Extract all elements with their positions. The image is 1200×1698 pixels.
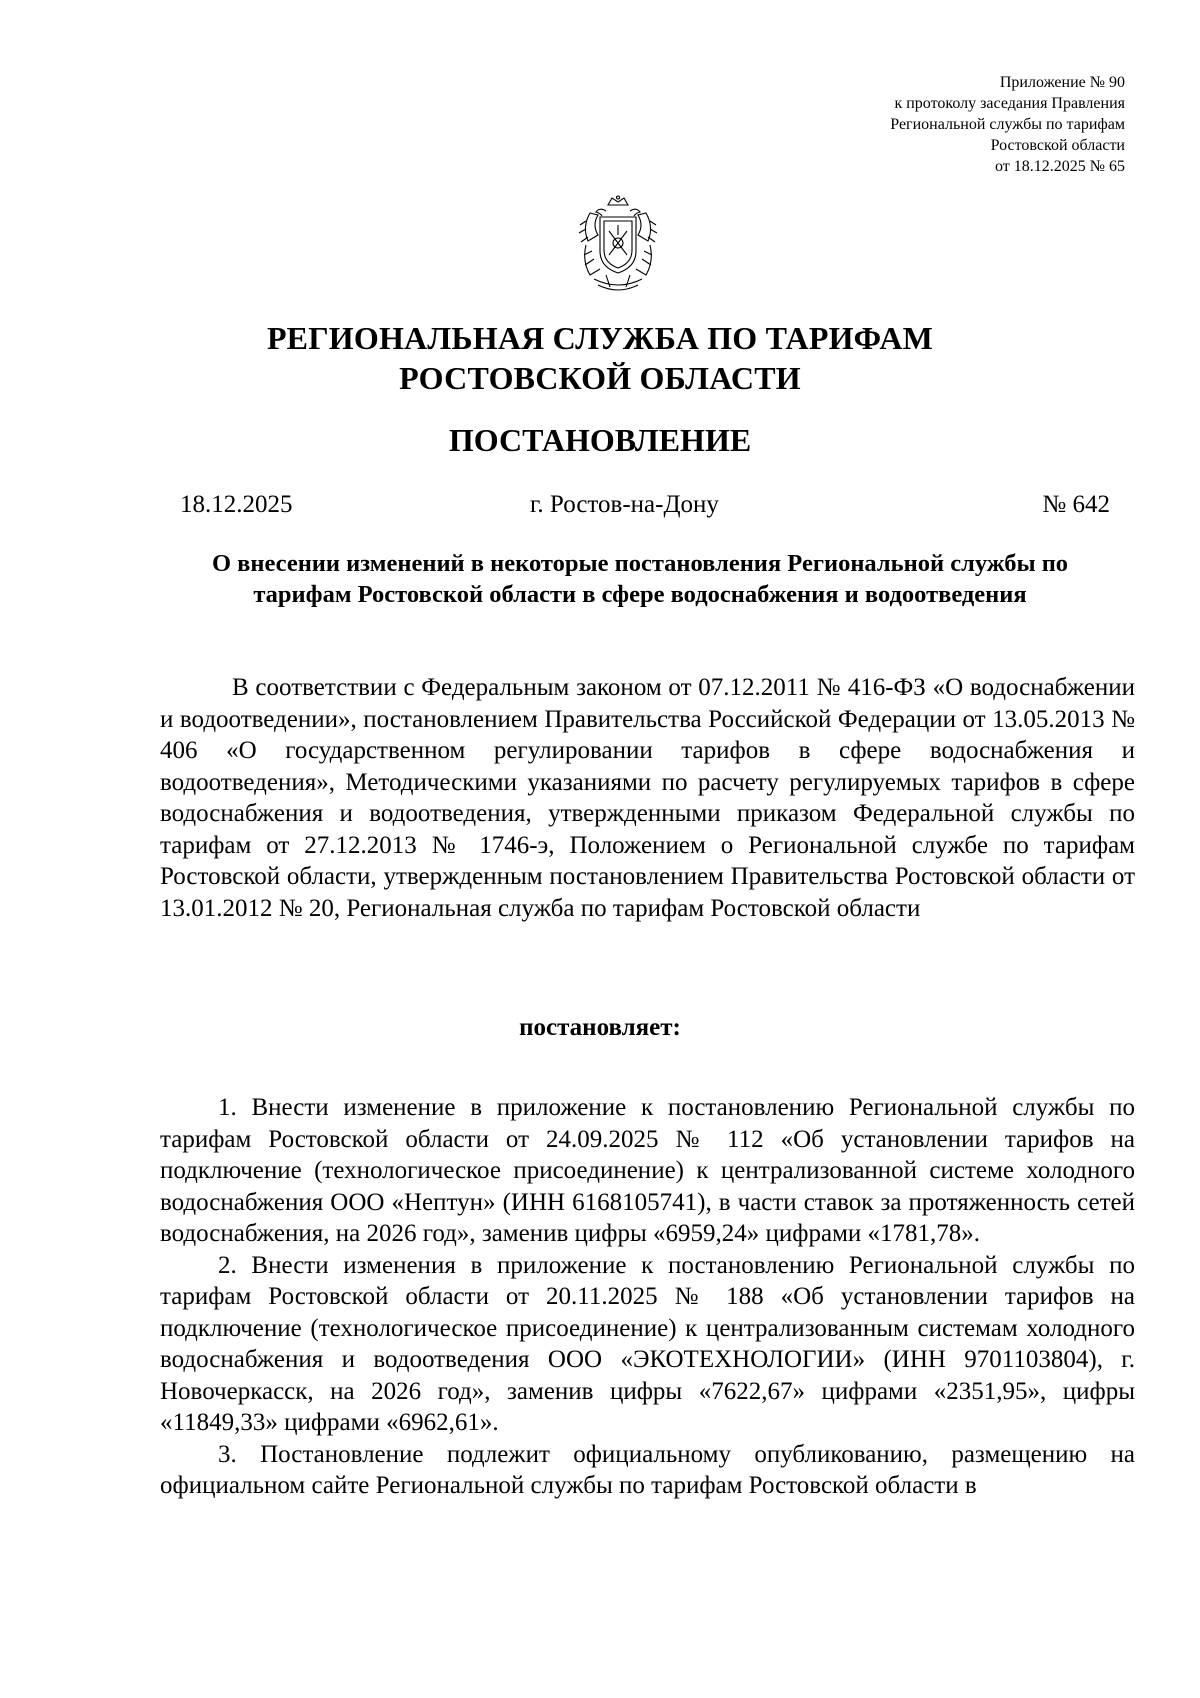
decree-item: 2. Внести изменения в приложение к постановлению Региональной службы по тарифам Ростовской области от 20.11.2025 № 188 «Об установлении тарифов на подключение (технологическое присоединение) к централизованным системам холодного водоснабжения и водоотведения ООО «ЭКОТЕХНОЛОГИИ» (ИНН 9701103804), г. Новочеркасск, на 2026 год», заменив цифры «7622,67» цифрами «2351,95», цифры «11849,33» цифрами «6962,61». [160, 1251, 1135, 1436]
appendix-line: к протоколу заседания Правления [894, 95, 1125, 112]
appendix-line: от 18.12.2025 № 65 [994, 158, 1125, 175]
coat-of-arms-icon [576, 195, 660, 297]
document-meta-row [180, 490, 1110, 526]
document-type: ПОСТАНОВЛЕНИЕ [448, 422, 752, 458]
preamble-paragraph: В соответствии с Федеральным законом от 07.12.2011 № 416-ФЗ «О водоснабжении и водоотведении», постановлением Правительства Российской Федерации от 13.05.2013 № 406 «О государственном регулировании тарифов в сфере водоснабжения и водоотведения», Методическими указаниями по расчету регулируемых тарифов в сфере водоснабжения и водоотведения, утвержденными приказом Федеральной службы по тарифам от 27.12.2013 № 1746-э, Положением о Региональной службе по тарифам Ростовской области, утвержденным постановлением Правительства Ростовской области от 13.01.2012 № 20, Региональная служба по тарифам Ростовской области [160, 674, 1135, 922]
decree-word: постановляет: [519, 1014, 681, 1041]
appendix-line: Приложение № 90 [999, 74, 1125, 91]
document-city: г. Ростов-на-Дону [530, 491, 719, 518]
decree-item: 3. Постановление подлежит официальному опубликованию, размещению на официальном сайте Региональной службы по тарифам Ростовской области в [160, 1440, 1135, 1499]
organization-title-line: РЕГИОНАЛЬНАЯ СЛУЖБА ПО ТАРИФАМ [266, 320, 934, 356]
appendix-line: Ростовской области [990, 137, 1125, 154]
document-date: 18.12.2025 [180, 491, 293, 518]
decree-item: 1. Внести изменение в приложение к постановлению Региональной службы по тарифам Ростовской области от 24.09.2025 № 112 «Об установлении тарифов на подключение (технологическое присоединение) к централизованной системе холодного водоснабжения ООО «Нептун» (ИНН 6168105741), в части ставок за протяженность сетей водоснабжения, на 2026 год», заменив цифры «6959,24» цифрами «1781,78». [160, 1094, 1135, 1247]
document-subject: О внесении изменений в некоторые постановления Региональной службы по тарифам Ростовской области в сфере водоснабжения и водоотведения [211, 550, 1069, 608]
decree-items [160, 1092, 1135, 1502]
appendix-line: Региональной службы по тарифам [890, 116, 1125, 133]
document-number: № 642 [1042, 491, 1110, 518]
appendix-note [890, 72, 1125, 177]
organization-title-line: РОСТОВСКОЙ ОБЛАСТИ [399, 360, 801, 396]
organization-title [0, 318, 1200, 398]
